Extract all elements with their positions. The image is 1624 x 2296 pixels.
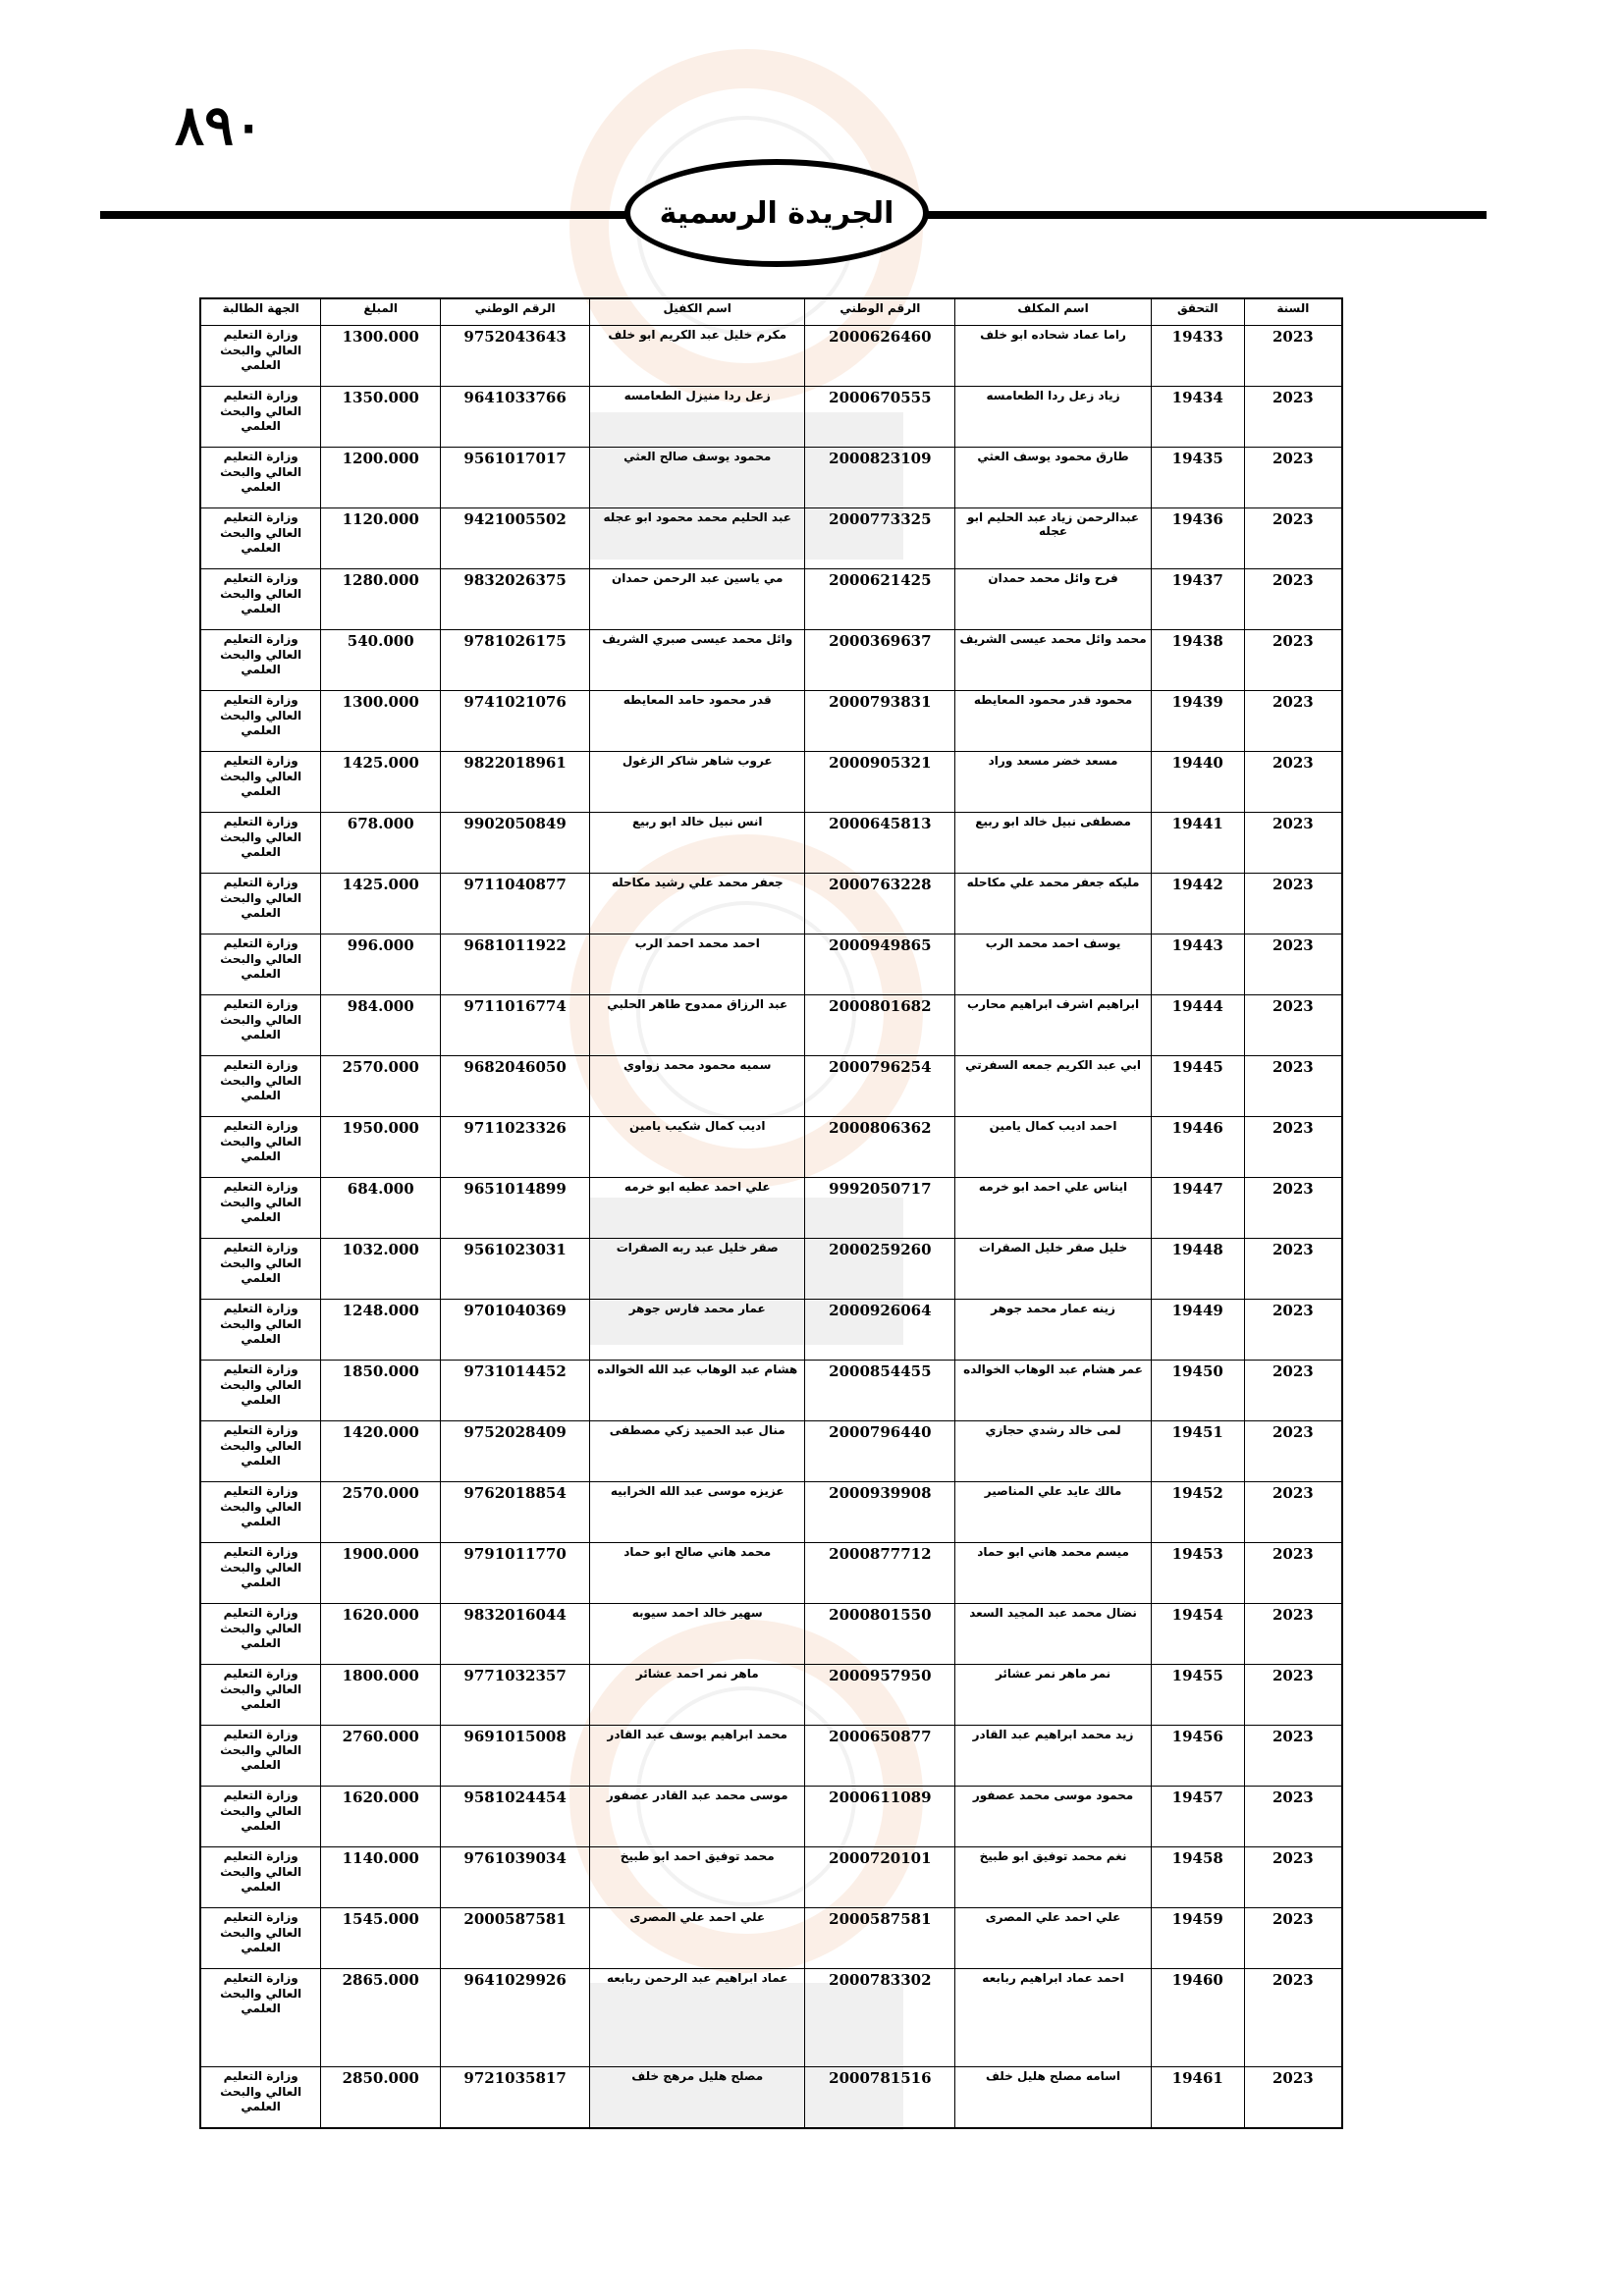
table-row	[200, 752, 1342, 813]
cell-national-id: 2000650877	[805, 1726, 955, 1787]
table-row	[200, 1178, 1342, 1239]
cell-department: وزارة التعليم العالي والبحث العلمي	[200, 326, 321, 387]
cell-name: لمى خالد رشدي حجازي	[955, 1421, 1152, 1482]
cell-national-id: 2000621425	[805, 569, 955, 630]
cell-guarantor: عماد ابراهيم عبد الرحمن ربابعه	[590, 1969, 805, 2067]
cell-name: مليكه جعفر محمد علي مكاحله	[955, 874, 1152, 934]
table-row	[200, 1847, 1342, 1908]
cell-department: وزارة التعليم العالي والبحث العلمي	[200, 1117, 321, 1178]
cell-name: محمود قدر محمود المعايطه	[955, 691, 1152, 752]
table-row	[200, 1361, 1342, 1421]
cell-year: 2023	[1244, 1543, 1342, 1604]
cell-verification: 19435	[1151, 448, 1244, 508]
cell-year: 2023	[1244, 1665, 1342, 1726]
cell-national-id: 2000793831	[805, 691, 955, 752]
cell-guarantor: عزيزه موسى عبد الله الخرابيه	[590, 1482, 805, 1543]
cell-guarantor-id: 9822018961	[441, 752, 590, 813]
cell-name: نضال محمد عبد المجيد السعد	[955, 1604, 1152, 1665]
cell-year: 2023	[1244, 1787, 1342, 1847]
cell-verification: 19455	[1151, 1665, 1244, 1726]
cell-guarantor-id: 9701040369	[441, 1300, 590, 1361]
cell-national-id: 2000670555	[805, 387, 955, 448]
cell-national-id: 2000259260	[805, 1239, 955, 1300]
cell-name: عمر هشام عبد الوهاب الخوالده	[955, 1361, 1152, 1421]
cell-guarantor-id: 9721035817	[441, 2067, 590, 2128]
cell-verification: 19434	[1151, 387, 1244, 448]
cell-guarantor-id: 9762018854	[441, 1482, 590, 1543]
cell-name: محمود موسى محمد عصفور	[955, 1787, 1152, 1847]
cell-guarantor: علي احمد عطيه ابو خرمه	[590, 1178, 805, 1239]
cell-year: 2023	[1244, 752, 1342, 813]
cell-year: 2023	[1244, 995, 1342, 1056]
cell-name: خليل صقر خليل الصقرات	[955, 1239, 1152, 1300]
cell-verification: 19454	[1151, 1604, 1244, 1665]
cell-national-id: 9992050717	[805, 1178, 955, 1239]
cell-guarantor-id: 9771032357	[441, 1665, 590, 1726]
cell-guarantor-id: 9791011770	[441, 1543, 590, 1604]
cell-verification: 19442	[1151, 874, 1244, 934]
cell-national-id: 2000369637	[805, 630, 955, 691]
cell-name: ميسم محمد هاني ابو حماد	[955, 1543, 1152, 1604]
table-row	[200, 1969, 1342, 2067]
cell-verification: 19441	[1151, 813, 1244, 874]
cell-amount: 1425.000	[321, 752, 441, 813]
cell-national-id: 2000939908	[805, 1482, 955, 1543]
cell-amount: 1140.000	[321, 1847, 441, 1908]
cell-name: ابراهيم اشرف ابراهيم محارب	[955, 995, 1152, 1056]
cell-guarantor: محمد هاني صالح ابو حماد	[590, 1543, 805, 1604]
cell-guarantor: وائل محمد عيسى صبري الشريف	[590, 630, 805, 691]
cell-amount: 1420.000	[321, 1421, 441, 1482]
cell-year: 2023	[1244, 1239, 1342, 1300]
cell-guarantor: منال عبد الحميد زكي مصطفى	[590, 1421, 805, 1482]
cell-guarantor: سميه محمود محمد زواوي	[590, 1056, 805, 1117]
cell-guarantor: عروب شاهر شاكر الزغول	[590, 752, 805, 813]
cell-department: وزارة التعليم العالي والبحث العلمي	[200, 1787, 321, 1847]
cell-name: محمد وائل محمد عيسى الشريف	[955, 630, 1152, 691]
table-row	[200, 1543, 1342, 1604]
cell-amount: 1032.000	[321, 1239, 441, 1300]
cell-verification: 19453	[1151, 1543, 1244, 1604]
cell-department: وزارة التعليم العالي والبحث العلمي	[200, 1421, 321, 1482]
cell-department: وزارة التعليم العالي والبحث العلمي	[200, 448, 321, 508]
cell-guarantor: هشام عبد الوهاب عبد الله الخوالده	[590, 1361, 805, 1421]
cell-verification: 19443	[1151, 934, 1244, 995]
table-row	[200, 934, 1342, 995]
header-oval	[624, 159, 929, 267]
cell-name: مصطفى نبيل خالد ابو ربيع	[955, 813, 1152, 874]
cell-verification: 19438	[1151, 630, 1244, 691]
cell-department: وزارة التعليم العالي والبحث العلمي	[200, 1543, 321, 1604]
cell-amount: 1620.000	[321, 1787, 441, 1847]
cell-guarantor: جعفر محمد علي رشيد مكاحله	[590, 874, 805, 934]
cell-verification: 19456	[1151, 1726, 1244, 1787]
cell-department: وزارة التعليم العالي والبحث العلمي	[200, 387, 321, 448]
cell-guarantor: انس نبيل خالد ابو ربيع	[590, 813, 805, 874]
cell-verification: 19433	[1151, 326, 1244, 387]
cell-national-id: 2000801682	[805, 995, 955, 1056]
cell-name: احمد اديب كمال يامين	[955, 1117, 1152, 1178]
table-row	[200, 1604, 1342, 1665]
table-row	[200, 2067, 1342, 2128]
cell-verification: 19447	[1151, 1178, 1244, 1239]
cell-amount: 1248.000	[321, 1300, 441, 1361]
cell-guarantor-id: 9651014899	[441, 1178, 590, 1239]
cell-name: مسعد خضر مسعد وراد	[955, 752, 1152, 813]
cell-name: مالك عايد علي المناصير	[955, 1482, 1152, 1543]
cell-guarantor-id: 9781026175	[441, 630, 590, 691]
column-header-department: الجهة الطالبة	[200, 298, 321, 326]
cell-year: 2023	[1244, 813, 1342, 874]
cell-department: وزارة التعليم العالي والبحث العلمي	[200, 752, 321, 813]
cell-guarantor-id: 9902050849	[441, 813, 590, 874]
cell-year: 2023	[1244, 1604, 1342, 1665]
cell-guarantor: اديب كمال شكيب يامين	[590, 1117, 805, 1178]
column-header-name: اسم المكلف	[955, 298, 1152, 326]
cell-amount: 2760.000	[321, 1726, 441, 1787]
cell-name: نمر ماهر نمر عشائر	[955, 1665, 1152, 1726]
cell-national-id: 2000720101	[805, 1847, 955, 1908]
cell-name: طارق محمود يوسف العثي	[955, 448, 1152, 508]
cell-guarantor-id: 9641033766	[441, 387, 590, 448]
table-header-row	[200, 298, 1342, 326]
cell-year: 2023	[1244, 1726, 1342, 1787]
table-row	[200, 995, 1342, 1056]
cell-national-id: 2000763228	[805, 874, 955, 934]
cell-guarantor: موسى محمد عبد القادر عصفور	[590, 1787, 805, 1847]
cell-amount: 1200.000	[321, 448, 441, 508]
cell-name: زياد زعل ردا الطعامسه	[955, 387, 1152, 448]
cell-year: 2023	[1244, 2067, 1342, 2128]
cell-guarantor: صقر خليل عبد ربه الصقرات	[590, 1239, 805, 1300]
cell-department: وزارة التعليم العالي والبحث العلمي	[200, 1056, 321, 1117]
cell-guarantor: محمد ابراهيم يوسف عبد القادر	[590, 1726, 805, 1787]
column-header-verification: التحقق	[1151, 298, 1244, 326]
table-row	[200, 326, 1342, 387]
cell-department: وزارة التعليم العالي والبحث العلمي	[200, 1969, 321, 2067]
cell-year: 2023	[1244, 874, 1342, 934]
cell-guarantor-id: 9561023031	[441, 1239, 590, 1300]
cell-verification: 19449	[1151, 1300, 1244, 1361]
column-header-guarantor-id: الرقم الوطني	[441, 298, 590, 326]
cell-national-id: 2000773325	[805, 508, 955, 569]
cell-verification: 19440	[1151, 752, 1244, 813]
cell-verification: 19437	[1151, 569, 1244, 630]
cell-verification: 19457	[1151, 1787, 1244, 1847]
cell-year: 2023	[1244, 1056, 1342, 1117]
cell-year: 2023	[1244, 448, 1342, 508]
cell-department: وزارة التعليم العالي والبحث العلمي	[200, 995, 321, 1056]
column-header-amount: المبلغ	[321, 298, 441, 326]
cell-guarantor-id: 9752028409	[441, 1421, 590, 1482]
cell-national-id: 2000796254	[805, 1056, 955, 1117]
cell-amount: 540.000	[321, 630, 441, 691]
table-row	[200, 1787, 1342, 1847]
cell-department: وزارة التعليم العالي والبحث العلمي	[200, 630, 321, 691]
cell-verification: 19461	[1151, 2067, 1244, 2128]
cell-name: اسامه مصلح هليل خلف	[955, 2067, 1152, 2128]
gazette-title: الجريدة الرسمية	[659, 195, 894, 231]
cell-year: 2023	[1244, 1969, 1342, 2067]
cell-department: وزارة التعليم العالي والبحث العلمي	[200, 934, 321, 995]
cell-verification: 19451	[1151, 1421, 1244, 1482]
cell-department: وزارة التعليم العالي والبحث العلمي	[200, 1908, 321, 1969]
cell-amount: 1350.000	[321, 387, 441, 448]
table-row	[200, 1908, 1342, 1969]
cell-amount: 1850.000	[321, 1361, 441, 1421]
cell-guarantor-id: 9761039034	[441, 1847, 590, 1908]
cell-national-id: 2000781516	[805, 2067, 955, 2128]
cell-name: احمد عماد ابراهيم ربابعه	[955, 1969, 1152, 2067]
cell-name: ايناس علي احمد ابو خرمه	[955, 1178, 1152, 1239]
cell-guarantor: احمد محمد احمد الرب	[590, 934, 805, 995]
cell-amount: 1545.000	[321, 1908, 441, 1969]
cell-year: 2023	[1244, 1361, 1342, 1421]
cell-verification: 19444	[1151, 995, 1244, 1056]
cell-guarantor-id: 9682046050	[441, 1056, 590, 1117]
cell-verification: 19458	[1151, 1847, 1244, 1908]
cell-guarantor: عمار محمد فارس جوهر	[590, 1300, 805, 1361]
cell-guarantor: ماهر نمر احمد عشائر	[590, 1665, 805, 1726]
cell-guarantor: عبد الرزاق ممدوح طاهر الحلبي	[590, 995, 805, 1056]
cell-guarantor: سهير خالد احمد سيوبه	[590, 1604, 805, 1665]
cell-year: 2023	[1244, 1178, 1342, 1239]
cell-guarantor: عبد الحليم محمد محمود ابو عجله	[590, 508, 805, 569]
cell-department: وزارة التعليم العالي والبحث العلمي	[200, 2067, 321, 2128]
table-row	[200, 448, 1342, 508]
cell-guarantor-id: 9561017017	[441, 448, 590, 508]
cell-guarantor-id: 9641029926	[441, 1969, 590, 2067]
cell-guarantor-id: 9711040877	[441, 874, 590, 934]
cell-amount: 1620.000	[321, 1604, 441, 1665]
cell-year: 2023	[1244, 508, 1342, 569]
cell-department: وزارة التعليم العالي والبحث العلمي	[200, 1361, 321, 1421]
cell-department: وزارة التعليم العالي والبحث العلمي	[200, 1178, 321, 1239]
cell-national-id: 2000877712	[805, 1543, 955, 1604]
cell-amount: 2570.000	[321, 1056, 441, 1117]
cell-amount: 996.000	[321, 934, 441, 995]
table-row	[200, 387, 1342, 448]
cell-verification: 19445	[1151, 1056, 1244, 1117]
cell-national-id: 2000801550	[805, 1604, 955, 1665]
cell-name: ابي عبد الكريم جمعه السفرتي	[955, 1056, 1152, 1117]
cell-department: وزارة التعليم العالي والبحث العلمي	[200, 874, 321, 934]
cell-department: وزارة التعليم العالي والبحث العلمي	[200, 1726, 321, 1787]
cell-department: وزارة التعليم العالي والبحث العلمي	[200, 813, 321, 874]
cell-guarantor: علي احمد علي المصرى	[590, 1908, 805, 1969]
cell-verification: 19459	[1151, 1908, 1244, 1969]
column-header-national-id: الرقم الوطني	[805, 298, 955, 326]
cell-national-id: 2000823109	[805, 448, 955, 508]
cell-amount: 1800.000	[321, 1665, 441, 1726]
cell-amount: 1425.000	[321, 874, 441, 934]
cell-department: وزارة التعليم العالي والبحث العلمي	[200, 1847, 321, 1908]
cell-guarantor: مي ياسين عبد الرحمن حمدان	[590, 569, 805, 630]
cell-year: 2023	[1244, 1300, 1342, 1361]
cell-national-id: 2000949865	[805, 934, 955, 995]
cell-national-id: 2000926064	[805, 1300, 955, 1361]
cell-year: 2023	[1244, 1482, 1342, 1543]
cell-name: راما عماد شحاده ابو خلف	[955, 326, 1152, 387]
table-row	[200, 1665, 1342, 1726]
cell-national-id: 2000796440	[805, 1421, 955, 1482]
cell-name: فرح وائل محمد حمدان	[955, 569, 1152, 630]
table-row	[200, 813, 1342, 874]
cell-national-id: 2000645813	[805, 813, 955, 874]
table-row	[200, 630, 1342, 691]
cell-verification: 19439	[1151, 691, 1244, 752]
cell-amount: 1120.000	[321, 508, 441, 569]
cell-national-id: 2000905321	[805, 752, 955, 813]
cell-verification: 19436	[1151, 508, 1244, 569]
cell-guarantor: زعل ردا منيزل الطعامسه	[590, 387, 805, 448]
cell-national-id: 2000587581	[805, 1908, 955, 1969]
cell-national-id: 2000957950	[805, 1665, 955, 1726]
cell-year: 2023	[1244, 1847, 1342, 1908]
table-row	[200, 1421, 1342, 1482]
page-number: ٨٩٠	[175, 93, 264, 158]
cell-amount: 1950.000	[321, 1117, 441, 1178]
cell-year: 2023	[1244, 326, 1342, 387]
cell-guarantor: محمود يوسف صالح العثي	[590, 448, 805, 508]
cell-guarantor-id: 9832026375	[441, 569, 590, 630]
table-row	[200, 874, 1342, 934]
cell-guarantor-id: 9711016774	[441, 995, 590, 1056]
cell-year: 2023	[1244, 1421, 1342, 1482]
table-row	[200, 1117, 1342, 1178]
cell-amount: 684.000	[321, 1178, 441, 1239]
cell-year: 2023	[1244, 1117, 1342, 1178]
cell-guarantor-id: 2000587581	[441, 1908, 590, 1969]
cell-guarantor-id: 9832016044	[441, 1604, 590, 1665]
cell-amount: 984.000	[321, 995, 441, 1056]
cell-guarantor-id: 9581024454	[441, 1787, 590, 1847]
cell-amount: 2865.000	[321, 1969, 441, 2067]
cell-year: 2023	[1244, 691, 1342, 752]
cell-guarantor: مصلح هليل مرهج خلف	[590, 2067, 805, 2128]
cell-verification: 19448	[1151, 1239, 1244, 1300]
cell-national-id: 2000626460	[805, 326, 955, 387]
cell-verification: 19446	[1151, 1117, 1244, 1178]
cell-amount: 1300.000	[321, 326, 441, 387]
cell-guarantor: محمد توفيق احمد ابو طبيخ	[590, 1847, 805, 1908]
cell-guarantor-id: 9731014452	[441, 1361, 590, 1421]
cell-guarantor-id: 9421005502	[441, 508, 590, 569]
cell-guarantor-id: 9741021076	[441, 691, 590, 752]
table-row	[200, 1300, 1342, 1361]
column-header-year: السنة	[1244, 298, 1342, 326]
cell-guarantor: قدر محمود حامد المعايطه	[590, 691, 805, 752]
cell-guarantor-id: 9711023326	[441, 1117, 590, 1178]
table-row	[200, 1726, 1342, 1787]
register-table	[199, 297, 1343, 2129]
table-row	[200, 508, 1342, 569]
cell-department: وزارة التعليم العالي والبحث العلمي	[200, 1239, 321, 1300]
table-row	[200, 1482, 1342, 1543]
cell-guarantor-id: 9691015008	[441, 1726, 590, 1787]
cell-verification: 19450	[1151, 1361, 1244, 1421]
cell-department: وزارة التعليم العالي والبحث العلمي	[200, 508, 321, 569]
table-row	[200, 569, 1342, 630]
cell-year: 2023	[1244, 1908, 1342, 1969]
table-row	[200, 691, 1342, 752]
cell-national-id: 2000783302	[805, 1969, 955, 2067]
cell-department: وزارة التعليم العالي والبحث العلمي	[200, 1665, 321, 1726]
table-row	[200, 1056, 1342, 1117]
cell-national-id: 2000806362	[805, 1117, 955, 1178]
cell-year: 2023	[1244, 934, 1342, 995]
cell-department: وزارة التعليم العالي والبحث العلمي	[200, 1604, 321, 1665]
cell-amount: 2850.000	[321, 2067, 441, 2128]
cell-amount: 2570.000	[321, 1482, 441, 1543]
cell-year: 2023	[1244, 387, 1342, 448]
cell-verification: 19452	[1151, 1482, 1244, 1543]
cell-amount: 1300.000	[321, 691, 441, 752]
cell-department: وزارة التعليم العالي والبحث العلمي	[200, 691, 321, 752]
cell-department: وزارة التعليم العالي والبحث العلمي	[200, 1482, 321, 1543]
cell-name: نغم محمد توفيق ابو طبيخ	[955, 1847, 1152, 1908]
cell-national-id: 2000611089	[805, 1787, 955, 1847]
cell-name: علي احمد علي المصرى	[955, 1908, 1152, 1969]
cell-guarantor: مكرم خليل عبد الكريم ابو خلف	[590, 326, 805, 387]
cell-name: زيد محمد ابراهيم عبد القادر	[955, 1726, 1152, 1787]
cell-guarantor-id: 9681011922	[441, 934, 590, 995]
cell-amount: 1900.000	[321, 1543, 441, 1604]
cell-name: زينه عمار محمد جوهر	[955, 1300, 1152, 1361]
cell-guarantor-id: 9752043643	[441, 326, 590, 387]
cell-name: يوسف احمد محمد الرب	[955, 934, 1152, 995]
cell-department: وزارة التعليم العالي والبحث العلمي	[200, 569, 321, 630]
cell-amount: 678.000	[321, 813, 441, 874]
cell-amount: 1280.000	[321, 569, 441, 630]
table-row	[200, 1239, 1342, 1300]
cell-name: عبدالرحمن زياد عبد الحليم ابو عجله	[955, 508, 1152, 569]
cell-department: وزارة التعليم العالي والبحث العلمي	[200, 1300, 321, 1361]
cell-verification: 19460	[1151, 1969, 1244, 2067]
cell-national-id: 2000854455	[805, 1361, 955, 1421]
column-header-guarantor: اسم الكفيل	[590, 298, 805, 326]
cell-year: 2023	[1244, 630, 1342, 691]
cell-year: 2023	[1244, 569, 1342, 630]
